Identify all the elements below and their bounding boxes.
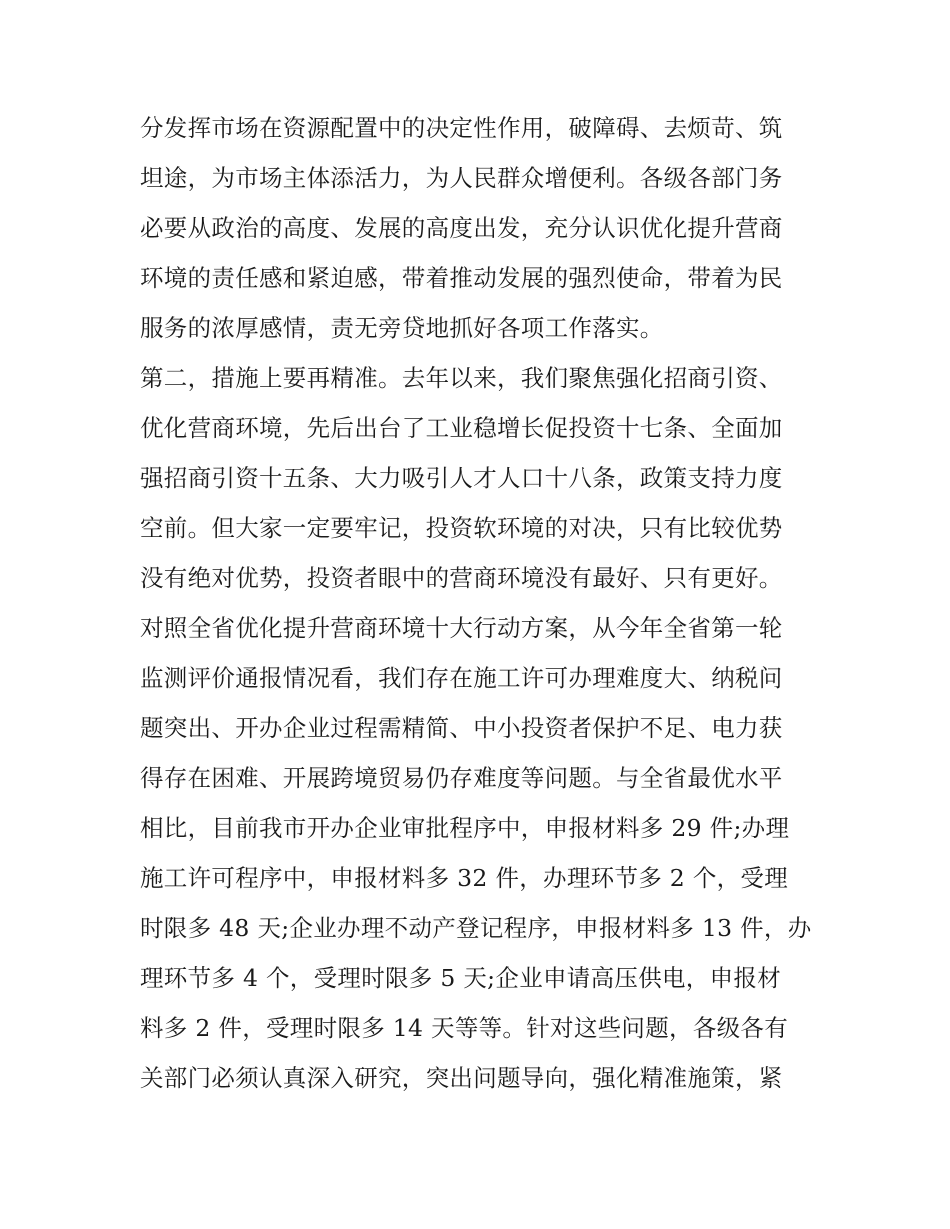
text-line: 关部门必须认真深入研究，突出问题导向，强化精准施策，紧 bbox=[140, 1064, 783, 1092]
text-line: 分发挥市场在资源配置中的决定性作用，破障碍、去烦苛、筑 bbox=[140, 114, 783, 142]
text-line: 监测评价通报情况看，我们存在施工许可办理难度大、纳税问 bbox=[140, 664, 783, 692]
text-line: 题突出、开办企业过程需精简、中小投资者保护不足、电力获 bbox=[140, 714, 783, 742]
text-line: 必要从政治的高度、发展的高度出发，充分认识优化提升营商 bbox=[140, 214, 783, 242]
text-line: 时限多 48 天;企业办理不动产登记程序，申报材料多 13 件，办 bbox=[140, 914, 812, 942]
text-line: 没有绝对优势，投资者眼中的营商环境没有最好、只有更好。 bbox=[140, 564, 783, 592]
text-line: 优化营商环境，先后出台了工业稳增长促投资十七条、全面加 bbox=[140, 414, 783, 442]
text-line: 理环节多 4 个，受理时限多 5 天;企业申请高压供电，申报材 bbox=[140, 964, 781, 992]
text-line: 料多 2 件，受理时限多 14 天等等。针对这些问题，各级各有 bbox=[140, 1014, 789, 1042]
text-line: 施工许可程序中，申报材料多 32 件，办理环节多 2 个，受理 bbox=[140, 864, 789, 892]
text-line: 相比，目前我市开办企业审批程序中，申报材料多 29 件;办理 bbox=[140, 814, 790, 842]
text-line: 对照全省优化提升营商环境十大行动方案，从今年全省第一轮 bbox=[140, 614, 783, 642]
text-line: 得存在困难、开展跨境贸易仍存难度等问题。与全省最优水平 bbox=[140, 764, 783, 792]
text-line: 环境的责任感和紧迫感，带着推动发展的强烈使命，带着为民 bbox=[140, 264, 783, 292]
text-line: 坦途，为市场主体添活力，为人民群众增便利。各级各部门务 bbox=[140, 164, 783, 192]
text-line: 强招商引资十五条、大力吸引人才人口十八条，政策支持力度 bbox=[140, 464, 783, 492]
text-line: 第二，措施上要再精准。去年以来，我们聚焦强化招商引资、 bbox=[140, 364, 783, 392]
text-line: 空前。但大家一定要牢记，投资软环境的对决，只有比较优势 bbox=[140, 514, 783, 542]
body-text bbox=[140, 103, 820, 1103]
text-line: 服务的浓厚感情，责无旁贷地抓好各项工作落实。 bbox=[140, 314, 664, 342]
